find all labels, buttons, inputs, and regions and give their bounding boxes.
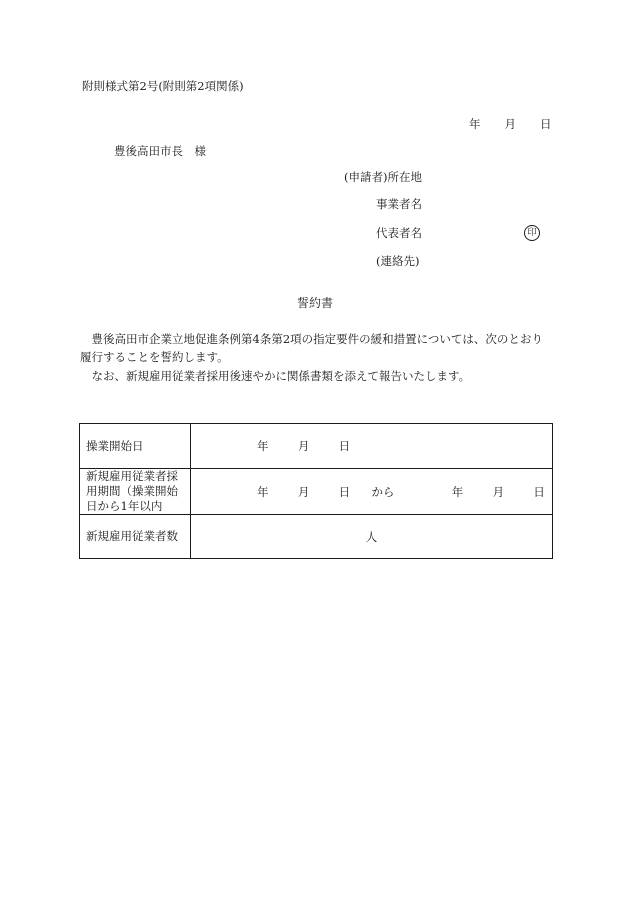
employees-unit: 人	[365, 529, 378, 544]
date-header	[469, 118, 552, 132]
info-table	[79, 423, 553, 559]
hiring-period-field[interactable]	[191, 469, 553, 515]
row2-month1: 月	[297, 484, 310, 499]
contact-label: (連絡先)	[376, 254, 420, 268]
row1-day: 日	[338, 439, 351, 453]
pledge-paragraph-1: 豊後高田市企業立地促進条例第4条第2項の指定要件の緩和措置については、次のとおり履行することを誓約します。	[80, 332, 543, 365]
row2-day1: 日	[338, 484, 351, 499]
row2-month2: 月	[492, 484, 505, 499]
new-employees-label: 新規雇用従業者数	[80, 515, 191, 559]
row2-day2: 日	[533, 484, 545, 499]
table-row-new-employees	[80, 515, 553, 559]
pledge-paragraph-2: なお、新規雇用従業者採用後速やかに関係書類を添えて報告いたします。	[91, 368, 471, 383]
date-month-label: 月	[504, 117, 516, 131]
document-title: 誓約書	[296, 296, 333, 310]
operation-start-date-field[interactable]	[191, 424, 553, 469]
addressee: 豊後高田市長 様	[114, 144, 206, 158]
hiring-period-label: 新規雇用従業者採用期間（操業開始日から1年以内	[80, 469, 191, 515]
row2-year2: 年	[451, 484, 464, 499]
table-row-hiring-period	[80, 469, 553, 515]
new-employees-field[interactable]	[191, 515, 553, 559]
row2-from: から	[371, 484, 395, 499]
seal-mark-icon: 印	[524, 225, 540, 241]
row1-year: 年	[257, 439, 269, 453]
row1-month: 月	[297, 439, 310, 453]
pledge-body	[80, 330, 552, 385]
applicant-address-label: (申請者)所在地	[344, 170, 422, 184]
form-reference: 附則様式第2号(附則第2項関係)	[82, 79, 244, 93]
representative-label: 代表者名	[376, 226, 422, 240]
date-day-label: 日	[540, 117, 552, 131]
operation-start-label: 操業開始日	[80, 424, 191, 469]
table-row-operation-start	[80, 424, 553, 469]
business-name-label: 事業者名	[376, 197, 422, 211]
date-year-label: 年	[469, 117, 481, 131]
row2-year1: 年	[257, 484, 269, 499]
